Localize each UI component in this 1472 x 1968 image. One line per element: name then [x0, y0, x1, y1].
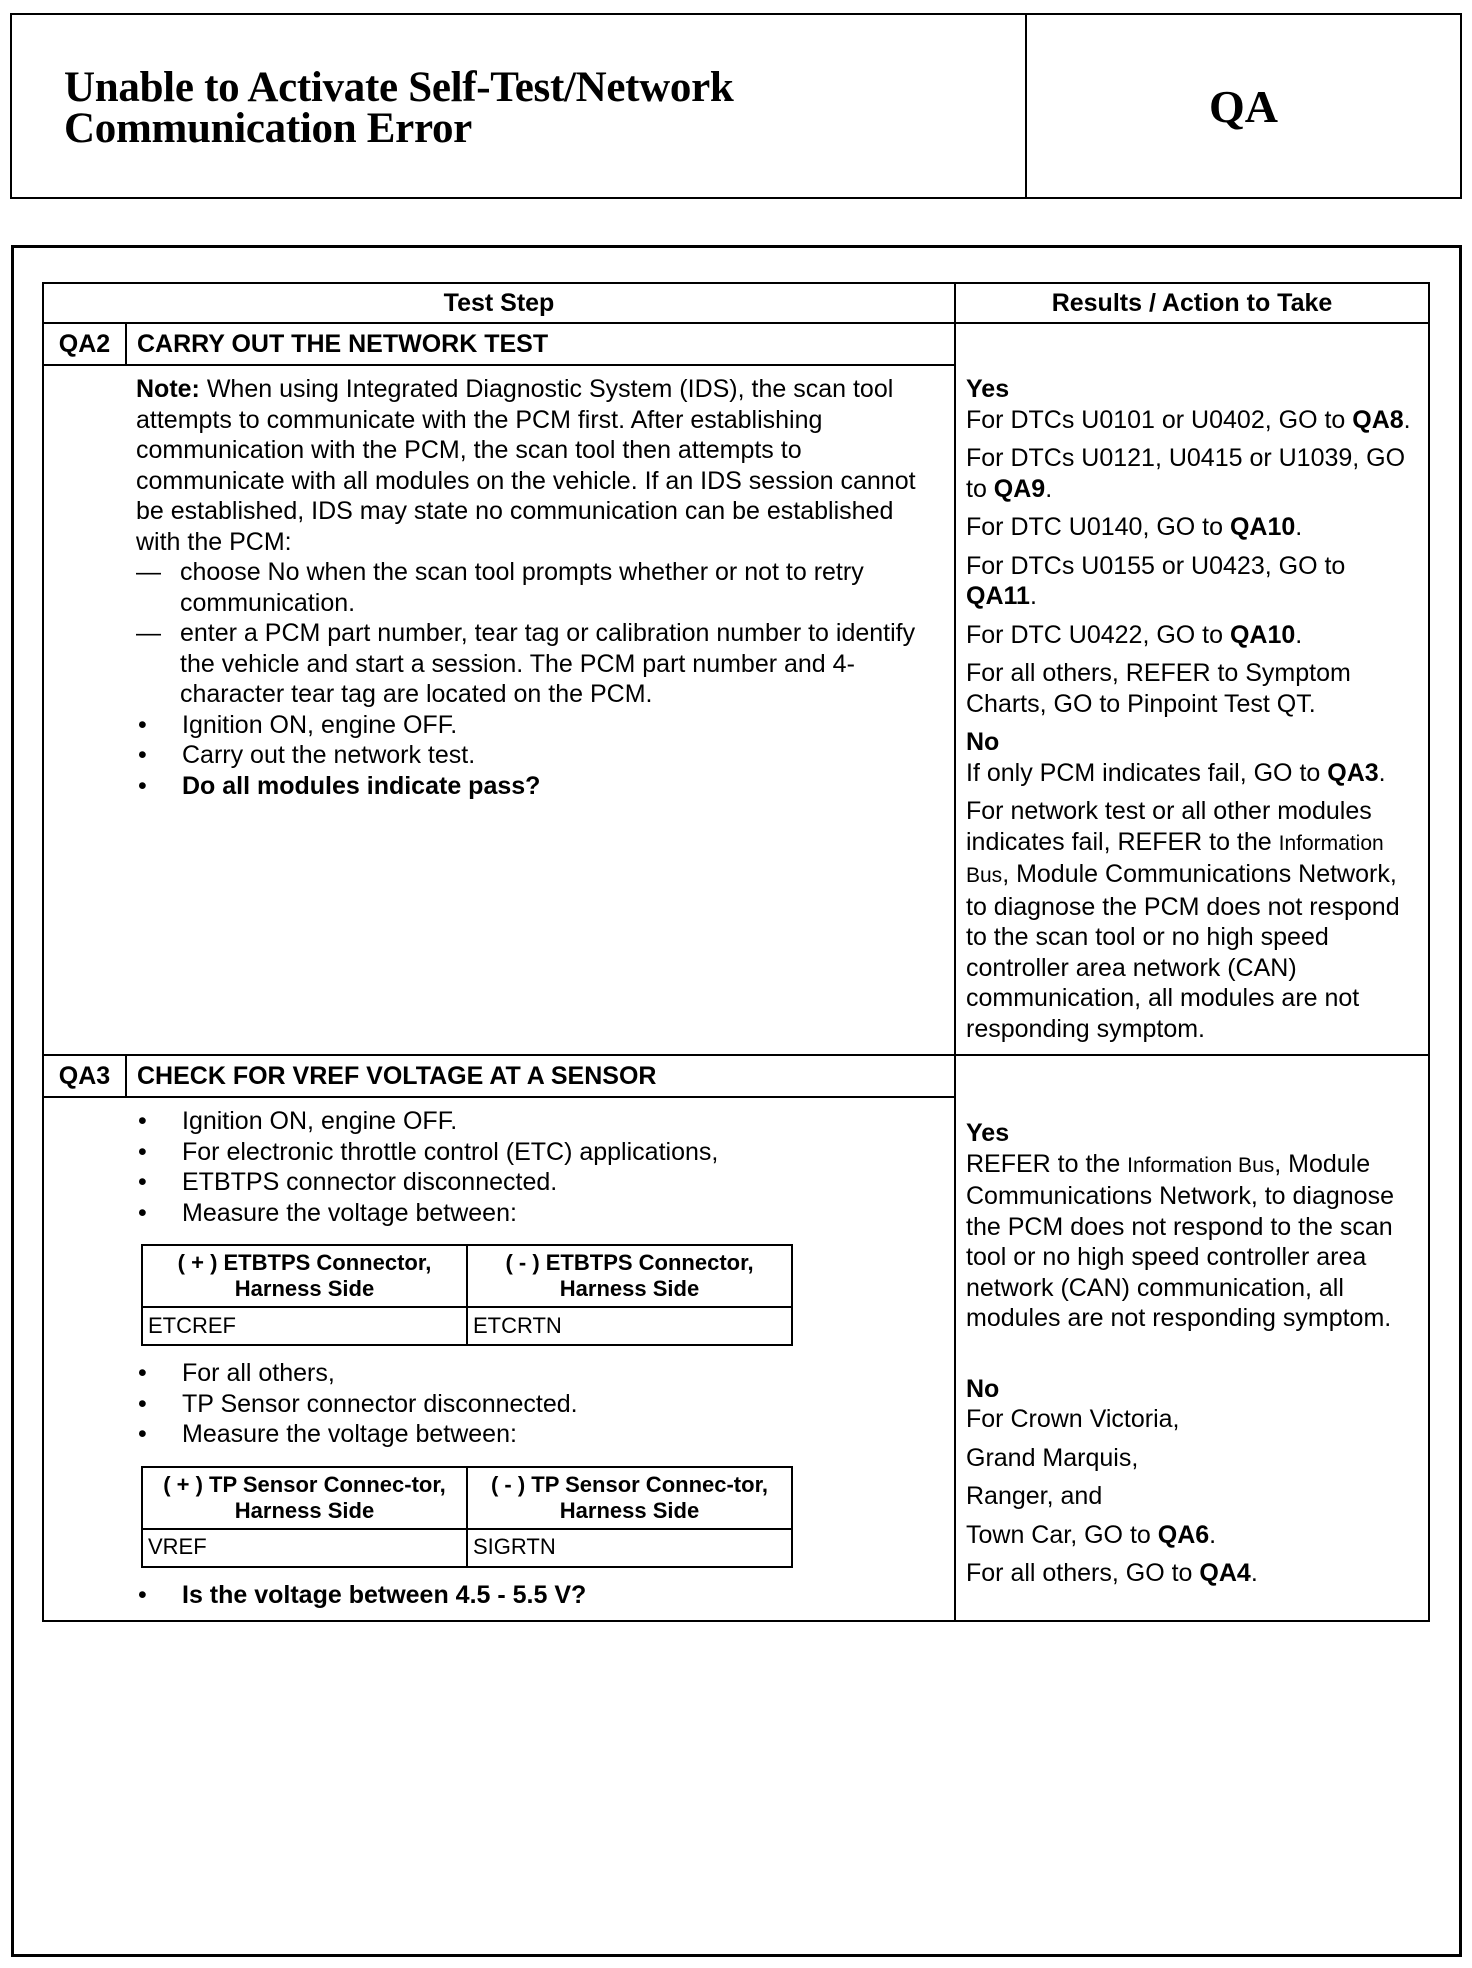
col-header-results: Results / Action to Take	[956, 284, 1428, 324]
bullet-icon: •	[138, 741, 147, 769]
bullet-icon: •	[138, 1359, 147, 1387]
result-item: If only PCM indicates fail, GO to QA3.	[966, 758, 1386, 787]
step-header	[44, 1056, 954, 1098]
connector-header-negative: ( - ) ETBTPS Connector, Harness Side	[467, 1245, 792, 1307]
page-title	[12, 15, 1027, 197]
step-body	[44, 1098, 954, 1620]
bullet-item: • Ignition ON, engine OFF.	[138, 710, 458, 739]
yes-label: Yes	[966, 1119, 1010, 1147]
bullet-item: • Measure the voltage between:	[138, 1198, 517, 1227]
connector-value-positive: VREF	[142, 1529, 467, 1567]
bullet-icon: •	[138, 1580, 147, 1609]
reference-link[interactable]: Information Bus	[966, 831, 1384, 887]
step-title: CHECK FOR VREF VOLTAGE AT A SENSOR	[137, 1061, 657, 1090]
note-text: When using Integrated Diagnostic System (IDS), the scan tool attempts to communicate with the PCM first. After establishing communication with the PCM, the scan tool then attempts to communicate with all modules on the vehicle. If an IDS session cannot be established, IDS may state no communication can be established with the PCM:	[136, 375, 916, 556]
connector-header-positive: ( + ) TP Sensor Connec-tor, Harness Side	[142, 1467, 467, 1529]
result-line: Ranger, and	[966, 1482, 1103, 1510]
goto-link[interactable]: QA8	[1352, 405, 1404, 434]
bullet-icon: •	[138, 1168, 147, 1196]
step-row-qa2	[44, 324, 1428, 1056]
bullet-icon: •	[138, 1389, 147, 1418]
goto-link[interactable]: QA4	[1199, 1559, 1251, 1587]
result-item: For all others, GO to QA4.	[966, 1559, 1258, 1587]
test-table	[42, 282, 1430, 1622]
bullet-item: • TP Sensor connector disconnected.	[138, 1389, 578, 1418]
connector-value-positive: ETCREF	[142, 1307, 467, 1345]
results-body	[956, 1096, 1428, 1599]
result-item: For DTCs U0101 or U0402, GO to QA8.	[966, 405, 1411, 434]
bullet-icon: •	[138, 771, 147, 800]
bullet-item: • For electronic throttle control (ETC) applications,	[138, 1137, 719, 1166]
bullet-item: • For all others,	[138, 1359, 335, 1387]
connector-table-tp-sensor	[141, 1466, 793, 1568]
no-label: No	[966, 1374, 1000, 1403]
step-id: QA3	[44, 1056, 127, 1096]
question: • Do all modules indicate pass?	[138, 771, 541, 800]
connector-header-positive: ( + ) ETBTPS Connector, Harness Side	[142, 1245, 467, 1307]
bullet-icon: •	[138, 1137, 147, 1166]
result-item: For network test or all other modules indicates fail, REFER to the Information Bus, Module Communications Network, to diagnose the PCM does not respond to the scan tool or no high speed controller area network (CAN) communication, all modules are not responding symptom.	[966, 797, 1400, 1043]
step-id: QA2	[44, 324, 127, 364]
step-body	[44, 366, 954, 811]
bullet-item: • Measure the voltage between:	[138, 1420, 517, 1448]
connector-table-etbtps	[141, 1244, 793, 1346]
title-line-1: Unable to Activate Self-Test/Network	[64, 64, 734, 111]
dash-icon: —	[136, 619, 161, 647]
connector-value-negative: ETCRTN	[467, 1307, 792, 1345]
page-header	[10, 13, 1462, 199]
result-item: Town Car, GO to QA6.	[966, 1520, 1217, 1549]
result-item: For DTCs U0155 or U0423, GO to QA11.	[966, 551, 1346, 610]
goto-link[interactable]: QA10	[1229, 620, 1296, 649]
goto-link[interactable]: QA3	[1327, 758, 1379, 787]
result-line: Grand Marquis,	[966, 1443, 1139, 1472]
result-item: For DTC U0140, GO to QA10.	[966, 513, 1303, 541]
connector-header-negative: ( - ) TP Sensor Connec-tor, Harness Side	[467, 1467, 792, 1529]
step-header	[44, 324, 954, 366]
connector-value-negative: SIGRTN	[467, 1529, 792, 1567]
no-label: No	[966, 728, 1000, 756]
step-title: CARRY OUT THE NETWORK TEST	[137, 329, 549, 358]
bullet-icon: •	[138, 1107, 147, 1135]
title-line-2: Communication Error	[64, 105, 472, 152]
step-row-qa3	[44, 1056, 1428, 1620]
bullet-item: • Ignition ON, engine OFF.	[138, 1107, 458, 1135]
dash-item: — enter a PCM part number, tear tag or calibration number to identify the vehicle and start a session. The PCM part number and 4-character tear tag are located on the PCM.	[136, 619, 916, 708]
reference-link[interactable]: Information Bus	[1127, 1153, 1275, 1177]
bullet-item: • Carry out the network test.	[138, 741, 476, 769]
table-header-row	[44, 284, 1428, 324]
result-item: For DTC U0422, GO to QA10.	[966, 620, 1303, 649]
question: • Is the voltage between 4.5 - 5.5 V?	[138, 1580, 587, 1609]
result-item: For DTCs U0121, U0415 or U1039, GO to QA9.	[966, 444, 1406, 503]
goto-link[interactable]: QA6	[1157, 1520, 1210, 1549]
result-line: For Crown Victoria,	[966, 1405, 1180, 1433]
goto-link[interactable]: QA9	[993, 474, 1046, 503]
bullet-item: • ETBTPS connector disconnected.	[138, 1168, 558, 1196]
goto-link[interactable]: QA11	[966, 582, 1030, 610]
note	[136, 374, 934, 557]
section-code: QA	[1209, 80, 1278, 132]
dash-item: — choose No when the scan tool prompts whether or not to retry communication.	[136, 558, 864, 617]
result-item: For all others, REFER to Symptom Charts, GO to Pinpoint Test QT.	[966, 659, 1351, 718]
bullet-icon: •	[138, 1420, 147, 1448]
result-item: REFER to the Information Bus, Module Communications Network, to diagnose the PCM does not respond to the scan tool or no high speed controller area network (CAN) communication, all modules are not responding symptom.	[966, 1149, 1394, 1332]
bullet-icon: •	[138, 1198, 147, 1227]
col-header-test-step: Test Step	[44, 284, 956, 324]
note-label: Note:	[136, 375, 200, 403]
results-body	[956, 364, 1428, 1054]
goto-link[interactable]: QA10	[1229, 513, 1296, 541]
dash-icon: —	[136, 558, 161, 586]
yes-label: Yes	[966, 375, 1010, 403]
bullet-icon: •	[138, 710, 147, 739]
